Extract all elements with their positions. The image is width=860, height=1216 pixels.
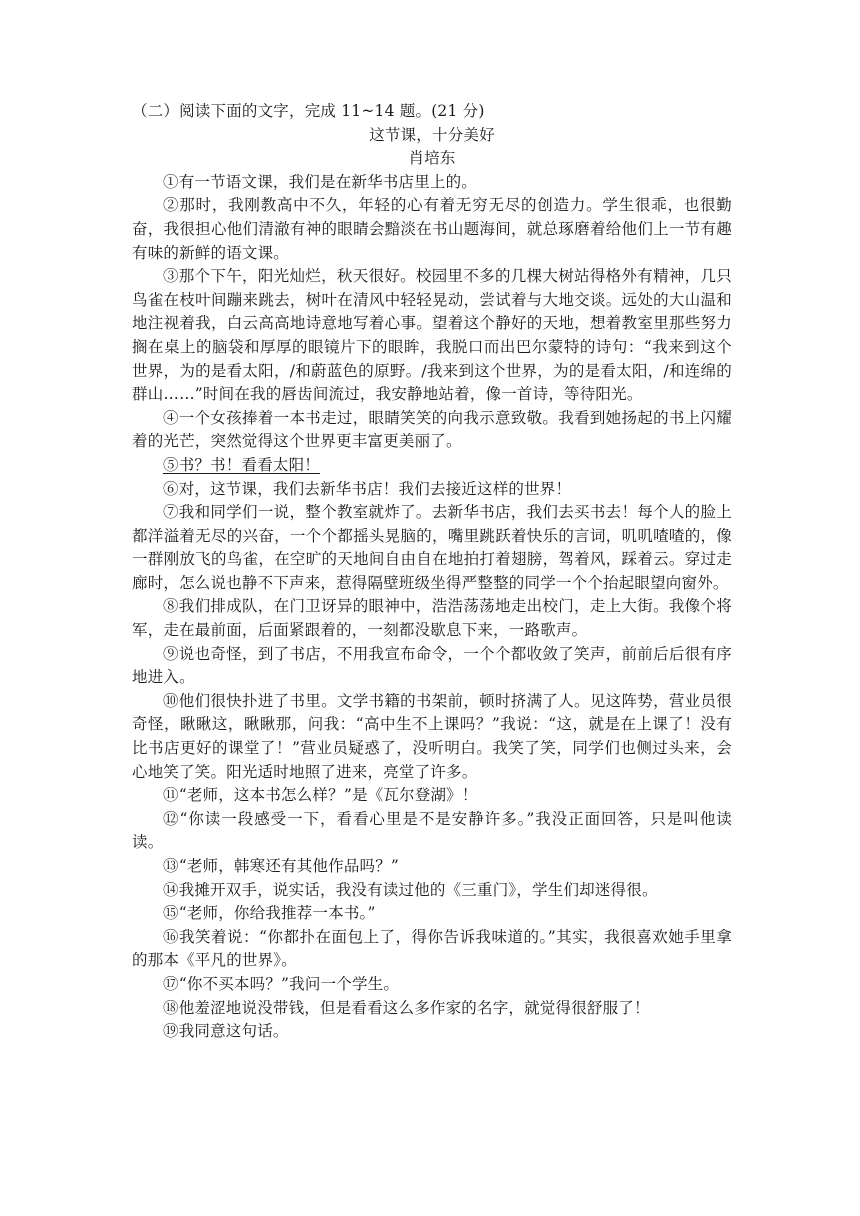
article-title: 这节课，十分美好: [369, 125, 495, 144]
document-page: [132, 100, 732, 1044]
paragraph-9: ⑨说也奇怪，到了书店，不用我宣布命令，一个个都收敛了笑声，前前后后很有序地进入。: [132, 644, 732, 687]
paragraph-17: ⑰“你不买本吗？”我问一个学生。: [163, 974, 400, 993]
paragraph-12: ⑫“你读一段感受一下，看看心里是不是安静许多。”我没正面回答，只是叫他读读。: [132, 809, 732, 852]
paragraph-15: ⑮“老师，你给我推荐一本书。”: [163, 904, 376, 923]
paragraph-11: ⑪“老师，这本书怎么样？”是《瓦尔登湖》！: [163, 786, 478, 805]
paragraph-4: ④一个女孩捧着一本书走过，眼睛笑笑的向我示意致敬。我看到她扬起的书上闪耀着的光芒，突然觉得这个世界更丰富更美丽了。: [132, 408, 732, 451]
paragraph-3: ③那个下午，阳光灿烂，秋天很好。校园里不多的几棵大树站得格外有精神，几只鸟雀在枝叶间蹦来跳去，树叶在清风中轻轻晃动，尝试着与大地交谈。远处的大山温和地注视着我，白云高高地诗意地写着心事。望着这个静好的天地，想着教室里那些努力搁在桌上的脑袋和厚厚的眼镜片下的眼眸，我脱口而出巴尔蒙特的诗句：“我来到这个世界，为的是看太阳，/和蔚蓝色的原野。/我来到这个世界，为的是看太阳，/和连绵的群山……”时间在我的唇齿间流过，我安静地站着，像一首诗，等待阳光。: [132, 267, 732, 404]
paragraph-5-underlined-text: ⑤书？书！看看太阳！: [163, 455, 321, 474]
paragraph-13: ⑬“老师，韩寒还有其他作品吗？”: [163, 857, 400, 875]
paragraph-16: ⑯我笑着说：“你都扑在面包上了，得你告诉我味道的。”其实，我很喜欢她手里拿的那本《平凡的世界》。: [132, 927, 732, 970]
paragraph-18: ⑱他羞涩地说没带钱，但是看看这么多作家的名字，就觉得很舒服了！: [163, 998, 650, 1017]
paragraph-19: ⑲我同意这句话。: [163, 1022, 289, 1041]
paragraph-10: ⑩他们很快扑进了书里。文学书籍的书架前，顿时挤满了人。见这阵势，营业员很奇怪，瞅瞅这，瞅瞅那，问我：“高中生不上课吗？”我说：“这，就是在上课了！没有比书店更好的课堂了！”营业员疑惑了，没听明白。我笑了笑，同学们也侧过头来，会心地笑了笑。阳光适时地照了进来，亮堂了许多。: [132, 691, 732, 781]
paragraph-6: ⑥对，这节课，我们去新华书店！我们去接近这样的世界！: [163, 479, 572, 498]
paragraph-1: ①有一节语文课，我们是在新华书店里上的。: [163, 172, 478, 191]
paragraph-5: [132, 454, 732, 478]
paragraph-8: ⑧我们排成队，在门卫讶异的眼神中，浩浩荡荡地走出校门，走上大街。我像个将军，走在最前面，后面紧跟着的，一刻都没歇息下来，一路歌声。: [132, 597, 732, 640]
paragraph-2: ②那时，我刚教高中不久，年轻的心有着无穷无尽的创造力。学生很乖，也很勤奋，我很担心他们清澈有神的眼睛会黯淡在书山题海间，就总琢磨着给他们上一节有趣有味的新鲜的语文课。: [132, 196, 732, 262]
paragraph-14: ⑭我摊开双手，说实话，我没有读过他的《三重门》，学生们却迷得很。: [163, 880, 658, 899]
article-author: 肖培东: [408, 149, 456, 168]
question-instruction: （二）阅读下面的文字，完成 11~14 题。(21 分): [132, 102, 485, 120]
paragraph-7: ⑦我和同学们一说，整个教室就炸了。去新华书店，我们去买书去！每个人的脸上都洋溢着无尽的兴奋，一个个都摇头晃脑的，嘴里跳跃着快乐的言词，叽叽喳喳的，像一群刚放飞的鸟雀，在空旷的天地间自由自在地拍打着翅膀，驾着风，踩着云。穿过走廊时，怎么说也静不下声来，惹得隔壁班级坐得严整整的同学一个个抬起眼望向窗外。: [132, 503, 732, 592]
